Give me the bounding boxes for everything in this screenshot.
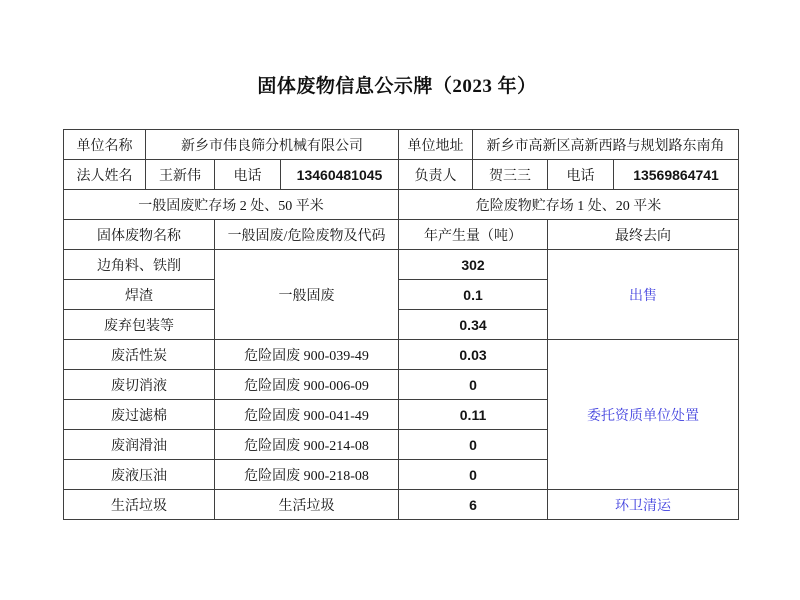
unit-address-label: 单位地址 [399, 130, 473, 160]
page-title: 固体废物信息公示牌（2023 年） [257, 76, 537, 97]
waste-amount: 0.11 [399, 400, 548, 430]
waste-name: 废活性炭 [64, 340, 215, 370]
phone1-value: 13460481045 [281, 160, 399, 190]
waste-code: 危险固废 900-218-08 [215, 460, 399, 490]
manager-label: 负责人 [399, 160, 473, 190]
hazardous-destination-cell: 委托资质单位处置 [548, 340, 739, 490]
manager-value: 贺三三 [473, 160, 548, 190]
waste-amount: 0 [399, 460, 548, 490]
waste-name: 废弃包装等 [64, 310, 215, 340]
unit-address-value: 新乡市高新区高新西路与规划路东南角 [473, 130, 739, 160]
hazardous-storage-cell: 危险废物贮存场 1 处、20 平米 [399, 190, 739, 220]
phone1-label: 电话 [215, 160, 281, 190]
table-row [64, 340, 739, 370]
waste-name: 废过滤棉 [64, 400, 215, 430]
waste-amount: 6 [399, 490, 548, 520]
waste-name: 废润滑油 [64, 430, 215, 460]
table-row [64, 490, 739, 520]
legal-name-value: 王新伟 [146, 160, 215, 190]
unit-name-label: 单位名称 [64, 130, 146, 160]
waste-name: 废液压油 [64, 460, 215, 490]
waste-name: 焊渣 [64, 280, 215, 310]
general-destination-cell: 出售 [548, 250, 739, 340]
waste-code: 危险固废 900-039-49 [215, 340, 399, 370]
waste-code: 危险固废 900-214-08 [215, 430, 399, 460]
phone2-value: 13569864741 [614, 160, 739, 190]
phone2-label: 电话 [548, 160, 614, 190]
waste-code: 危险固废 900-041-49 [215, 400, 399, 430]
waste-amount: 0.34 [399, 310, 548, 340]
waste-name: 废切消液 [64, 370, 215, 400]
waste-amount: 0 [399, 370, 548, 400]
header-amount: 年产生量（吨） [399, 220, 548, 250]
garbage-destination-cell: 环卫清运 [548, 490, 739, 520]
legal-name-label: 法人姓名 [64, 160, 146, 190]
table-row-unit [64, 130, 739, 160]
waste-code: 危险固废 900-006-09 [215, 370, 399, 400]
header-waste-code: 一般固废/危险废物及代码 [215, 220, 399, 250]
table-row-storage [64, 190, 739, 220]
waste-amount: 0 [399, 430, 548, 460]
waste-info-table [63, 129, 739, 520]
waste-name: 边角料、铁削 [64, 250, 215, 280]
table-header-row [64, 220, 739, 250]
header-waste-name: 固体废物名称 [64, 220, 215, 250]
waste-name: 生活垃圾 [64, 490, 215, 520]
general-waste-code-cell: 一般固废 [215, 250, 399, 340]
general-storage-cell: 一般固废贮存场 2 处、50 平米 [64, 190, 399, 220]
table-row [64, 250, 739, 280]
table-row-persons [64, 160, 739, 190]
waste-code: 生活垃圾 [215, 490, 399, 520]
waste-amount: 0.03 [399, 340, 548, 370]
waste-amount: 0.1 [399, 280, 548, 310]
unit-name-value: 新乡市伟良筛分机械有限公司 [146, 130, 399, 160]
header-destination: 最终去向 [548, 220, 739, 250]
waste-amount: 302 [399, 250, 548, 280]
